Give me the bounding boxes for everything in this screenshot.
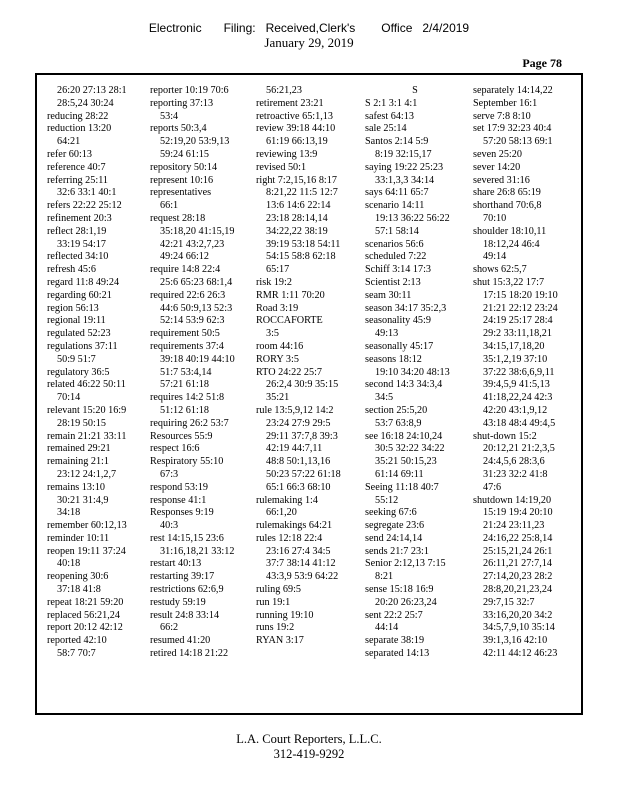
index-entry: reporting 37:13 — [150, 97, 214, 109]
index-entry: 53:4 — [160, 110, 179, 122]
index-entry: 43:3,9 53:9 64:22 — [266, 571, 339, 583]
index-entry: repository 50:14 — [150, 161, 218, 173]
index-entry: retired 14:18 21:22 — [150, 648, 229, 660]
index-entry: remember 60:12,13 — [47, 520, 127, 532]
index-entry: refers 22:22 25:12 — [47, 200, 122, 212]
index-entry: RTO 24:22 25:7 — [256, 366, 322, 378]
index-entry: represent 10:16 — [150, 174, 214, 186]
index-entry: 66:1,20 — [266, 507, 297, 519]
index-entry: regarding 60:21 — [47, 289, 112, 301]
index-entry: seasonality 45:9 — [365, 315, 431, 327]
index-entry: related 46:22 50:11 — [47, 379, 126, 391]
index-entry: September 16:1 — [473, 97, 538, 109]
index-entry: restudy 59:19 — [150, 596, 206, 608]
index-entry: ruling 69:5 — [256, 584, 301, 596]
index-entry: relevant 15:20 16:9 — [47, 404, 127, 416]
index-entry: 24:4,5,6 28:3,6 — [483, 456, 545, 468]
index-column-2 — [150, 85, 250, 661]
page-number: Page 78 — [522, 56, 562, 70]
index-column-3 — [256, 85, 356, 648]
index-entry: 35:1,2,19 37:10 — [483, 353, 548, 365]
index-entry: 8:19 32:15,17 — [375, 148, 432, 160]
index-entry: 17:15 18:20 19:10 — [483, 289, 558, 301]
index-entry: 57:20 58:13 69:1 — [483, 136, 553, 148]
index-entry: scenario 14:11 — [365, 200, 425, 212]
reporter-company: L.A. Court Reporters, L.L.C. — [236, 732, 382, 746]
index-entry: requirements 37:4 — [150, 340, 224, 352]
index-entry: representatives — [150, 187, 212, 199]
index-entry: room 44:16 — [256, 340, 304, 352]
index-entry: 49:14 — [483, 251, 507, 263]
index-entry: 54:15 58:8 62:18 — [266, 251, 336, 263]
index-entry: refinement 20:3 — [47, 212, 112, 224]
index-entry: seven 25:20 — [473, 148, 522, 160]
index-entry: 53:7 63:8,9 — [375, 417, 422, 429]
index-entry: rulemaking 1:4 — [256, 494, 318, 506]
index-entry: sent 22:2 25:7 — [365, 609, 423, 621]
index-entry: 64:21 — [57, 136, 81, 148]
index-entry: rest 14:15,15 23:6 — [150, 532, 224, 544]
index-entry: 31:16,18,21 33:12 — [160, 545, 235, 557]
index-entry: 35:21 50:15,23 — [375, 456, 437, 468]
index-entry: sever 14:20 — [473, 161, 521, 173]
index-entry: retroactive 65:1,13 — [256, 110, 333, 122]
index-entry: 19:13 36:22 56:22 — [375, 212, 450, 224]
index-entry: 51:12 61:18 — [160, 404, 209, 416]
stamp-electronic: Electronic — [148, 21, 202, 35]
reporter-phone: 312-419-9292 — [273, 747, 345, 761]
index-entry: safest 64:13 — [365, 110, 414, 122]
index-entry: 42:21 43:2,7,23 — [160, 238, 225, 250]
index-entry: season 34:17 35:2,3 — [365, 302, 447, 314]
index-column-1 — [47, 85, 147, 661]
index-entry: separated 14:13 — [365, 648, 430, 660]
index-entry: 20:12,21 21:2,3,5 — [483, 443, 555, 455]
index-entry: 43:18 48:4 49:4,5 — [483, 417, 556, 429]
index-entry: respect 16:6 — [150, 443, 200, 455]
index-entry: 66:2 — [160, 622, 179, 634]
index-entry: requiring 26:2 53:7 — [150, 417, 229, 429]
index-entry: says 64:11 65:7 — [365, 187, 429, 199]
index-entry: 29:2 33:11,18,21 — [483, 328, 552, 340]
index-entry: 37:22 38:6,6,9,11 — [483, 366, 555, 378]
index-entry: risk 19:2 — [256, 276, 292, 288]
index-entry: 57:1 58:14 — [375, 225, 419, 237]
reporter-footer — [0, 732, 618, 762]
index-entry: 48:8 50:1,13,16 — [266, 456, 331, 468]
index-entry: Santos 2:14 5:9 — [365, 136, 429, 148]
index-entry: reopening 30:6 — [47, 571, 109, 583]
index-entry: 56:21,23 — [266, 85, 302, 96]
index-entry: 34:18 — [57, 507, 81, 519]
index-entry: shutdown 14:19,20 — [473, 494, 552, 506]
index-entry: 35:18,20 41:15,19 — [160, 225, 235, 237]
index-entry: run 19:1 — [256, 596, 291, 608]
index-entry: retirement 23:21 — [256, 97, 324, 109]
index-entry: 8:21 — [375, 571, 394, 583]
index-entry: regulations 37:11 — [47, 340, 118, 352]
index-entry: reopen 19:11 37:24 — [47, 545, 126, 557]
index-entry: 49:24 66:12 — [160, 251, 209, 263]
index-entry: reduction 13:20 — [47, 123, 112, 135]
index-entry: 55:12 — [375, 494, 399, 506]
index-entry: running 19:10 — [256, 609, 314, 621]
index-entry: seasonally 45:17 — [365, 340, 434, 352]
stamp-filing: Filing: — [223, 21, 256, 35]
index-entry: 67:3 — [160, 468, 179, 480]
index-entry: replaced 56:21,24 — [47, 609, 120, 621]
index-entry: 33:1,3,3 34:14 — [375, 174, 435, 186]
index-entry: revised 50:1 — [256, 161, 307, 173]
index-entry: 24:19 25:17 28:4 — [483, 315, 553, 327]
index-entry: reporter 10:19 70:6 — [150, 85, 229, 96]
index-entry: 24:16,22 25:8,14 — [483, 532, 553, 544]
index-entry: 57:21 61:18 — [160, 379, 209, 391]
index-entry: 23:16 27:4 34:5 — [266, 545, 331, 557]
section-letter-heading: S — [412, 85, 418, 96]
index-entry: RMR 1:11 70:20 — [256, 289, 325, 301]
index-entry: 34:5 — [375, 392, 394, 404]
index-entry: 58:7 70:7 — [57, 648, 96, 660]
index-entry: 20:20 26:23,24 — [375, 596, 437, 608]
index-entry: 28:8,20,21,23,24 — [483, 584, 553, 596]
index-entry: reflect 28:1,19 — [47, 225, 107, 237]
index-entry: 33:16,20,20 34:2 — [483, 609, 553, 621]
index-entry: 51:7 53:4,14 — [160, 366, 212, 378]
index-entry: seam 30:11 — [365, 289, 412, 301]
index-entry: 49:13 — [375, 328, 399, 340]
index-entry: requires 14:2 51:8 — [150, 392, 225, 404]
index-entry: shoulder 18:10,11 — [473, 225, 547, 237]
index-entry: report 20:12 42:12 — [47, 622, 123, 634]
index-entry: 40:18 — [57, 558, 81, 570]
index-entry: 70:10 — [483, 212, 507, 224]
index-entry: serve 7:8 8:10 — [473, 110, 531, 122]
index-entry: 27:14,20,23 28:2 — [483, 571, 553, 583]
index-entry: sale 25:14 — [365, 123, 407, 135]
index-entry: response 41:1 — [150, 494, 207, 506]
index-entry: scheduled 7:22 — [365, 251, 427, 263]
index-entry: set 17:9 32:23 40:4 — [473, 123, 552, 135]
index-entry: Road 3:19 — [256, 302, 299, 314]
index-entry: refer 60:13 — [47, 148, 92, 160]
index-entry: Resources 55:9 — [150, 430, 213, 442]
stamp-received: Received,Clerk's — [265, 21, 356, 35]
index-entry: require 14:8 22:4 — [150, 264, 221, 276]
index-entry: right 7:2,15,16 8:17 — [256, 174, 337, 186]
index-entry: 28:19 50:15 — [57, 417, 106, 429]
index-entry: 21:21 22:12 23:24 — [483, 302, 558, 314]
index-entry: S 2:1 3:1 4:1 — [365, 97, 418, 109]
index-entry: shows 62:5,7 — [473, 264, 527, 276]
index-entry: second 14:3 34:3,4 — [365, 379, 443, 391]
index-entry: 26:11,21 27:7,14 — [483, 558, 552, 570]
index-entry: regulated 52:23 — [47, 328, 111, 340]
index-entry: rulemakings 64:21 — [256, 520, 333, 532]
index-entry: 39:19 53:18 54:11 — [266, 238, 341, 250]
index-entry: 25:15,21,24 26:1 — [483, 545, 553, 557]
stamp-office: Office — [381, 21, 413, 35]
index-column-4 — [365, 85, 465, 661]
index-entry: segregate 23:6 — [365, 520, 425, 532]
index-entry: shut-down 15:2 — [473, 430, 537, 442]
index-entry: 34:22,22 38:19 — [266, 225, 328, 237]
index-entry: refresh 45:6 — [47, 264, 96, 276]
index-entry: Schiff 3:14 17:3 — [365, 264, 432, 276]
index-entry: reported 42:10 — [47, 635, 107, 647]
index-entry: 34:5,7,9,10 35:14 — [483, 622, 555, 634]
index-entry: sense 15:18 16:9 — [365, 584, 434, 596]
index-entry: reflected 34:10 — [47, 251, 109, 263]
index-entry: review 39:18 44:10 — [256, 123, 336, 135]
index-entry: 28:5,24 30:24 — [57, 97, 114, 109]
index-entry: ROCCAFORTE — [256, 315, 323, 327]
index-entry: resumed 41:20 — [150, 635, 211, 647]
index-entry: remain 21:21 33:11 — [47, 430, 127, 442]
index-entry: 65:1 66:3 68:10 — [266, 481, 331, 493]
index-entry: 25:6 65:23 68:1,4 — [160, 276, 233, 288]
index-entry: Senior 2:12,13 7:15 — [365, 558, 446, 570]
index-entry: share 26:8 65:19 — [473, 187, 541, 199]
index-entry: 70:14 — [57, 392, 81, 404]
index-entry: send 24:14,14 — [365, 532, 423, 544]
index-entry: 66:1 — [160, 200, 179, 212]
index-entry: respond 53:19 — [150, 481, 209, 493]
index-entry: reviewing 13:9 — [256, 148, 318, 160]
index-entry: restart 40:13 — [150, 558, 202, 570]
index-entry: RORY 3:5 — [256, 353, 299, 365]
index-entry: Respiratory 55:10 — [150, 456, 224, 468]
index-entry: 59:24 61:15 — [160, 148, 209, 160]
index-entry: shut 15:3,22 17:7 — [473, 276, 545, 288]
index-entry: severed 31:16 — [473, 174, 530, 186]
index-entry: 61:14 69:11 — [375, 468, 424, 480]
index-entry: 21:24 23:11,23 — [483, 520, 545, 532]
index-entry: 18:12,24 46:4 — [483, 238, 540, 250]
index-entry: 47:6 — [483, 481, 502, 493]
index-entry: 8:21,22 11:5 12:7 — [266, 187, 338, 199]
index-entry: 52:19,20 53:9,13 — [160, 136, 230, 148]
index-entry: saying 19:22 25:23 — [365, 161, 444, 173]
index-entry: section 25:5,20 — [365, 404, 428, 416]
index-entry: 44:6 50:9,13 52:3 — [160, 302, 233, 314]
index-entry: reminder 10:11 — [47, 532, 110, 544]
index-entry: 42:11 44:12 46:23 — [483, 648, 558, 660]
index-entry: 40:3 — [160, 520, 179, 532]
electronic-filing-stamp — [0, 21, 618, 35]
index-entry: 26:20 27:13 28:1 — [57, 85, 127, 96]
index-entry: rule 13:5,9,12 14:2 — [256, 404, 334, 416]
index-entry: restrictions 62:6,9 — [150, 584, 224, 596]
index-entry: restarting 39:17 — [150, 571, 215, 583]
index-entry: sends 21:7 23:1 — [365, 545, 429, 557]
index-entry: 23:12 24:1,2,7 — [57, 468, 117, 480]
index-entry: 33:19 54:17 — [57, 238, 106, 250]
index-entry: Responses 9:19 — [150, 507, 214, 519]
index-entry: 30:5 32:22 34:22 — [375, 443, 445, 455]
index-entry: 39:1,3,16 42:10 — [483, 635, 548, 647]
index-entry: 19:10 34:20 48:13 — [375, 366, 450, 378]
index-entry: 52:14 53:9 62:3 — [160, 315, 225, 327]
index-entry: 37:18 41:8 — [57, 584, 101, 596]
index-entry: 34:15,17,18,20 — [483, 340, 545, 352]
index-entry: separate 38:19 — [365, 635, 425, 647]
index-entry: 23:18 28:14,14 — [266, 212, 328, 224]
index-entry: regional 19:11 — [47, 315, 106, 327]
filed-date: January 29, 2019 — [264, 35, 354, 50]
index-entry: 35:21 — [266, 392, 290, 404]
index-entry: repeat 18:21 59:20 — [47, 596, 124, 608]
index-entry: result 24:8 33:14 — [150, 609, 220, 621]
index-entry: 65:17 — [266, 264, 290, 276]
index-entry: see 16:18 24:10,24 — [365, 430, 443, 442]
index-entry: regard 11:8 49:24 — [47, 276, 120, 288]
index-entry: referring 25:11 — [47, 174, 109, 186]
index-entry: Seeing 11:18 40:7 — [365, 481, 439, 493]
index-entry: 42:20 43:1,9,12 — [483, 404, 548, 416]
index-entry: remained 29:21 — [47, 443, 111, 455]
index-entry: 31:23 32:2 41:8 — [483, 468, 548, 480]
stamp-date: 2/4/2019 — [422, 21, 470, 35]
index-entry: required 22:6 26:3 — [150, 289, 226, 301]
index-column-5 — [473, 85, 573, 661]
index-entry: region 56:13 — [47, 302, 99, 314]
index-entry: shorthand 70:6,8 — [473, 200, 542, 212]
index-entry: 41:18,22,24 42:3 — [483, 392, 553, 404]
index-entry: 44:14 — [375, 622, 399, 634]
index-entry: 32:6 33:1 40:1 — [57, 187, 117, 199]
index-entry: Scientist 2:13 — [365, 276, 421, 288]
index-entry: 50:9 51:7 — [57, 353, 96, 365]
index-entry: reducing 28:22 — [47, 110, 109, 122]
index-entry: 26:2,4 30:9 35:15 — [266, 379, 339, 391]
index-entry: 37:7 38:14 41:12 — [266, 558, 336, 570]
index-entry: separately 14:14,22 — [473, 85, 553, 96]
index-entry: 23:24 27:9 29:5 — [266, 417, 331, 429]
index-entry: rules 12:18 22:4 — [256, 532, 323, 544]
index-entry: request 28:18 — [150, 212, 206, 224]
index-entry: 29:7,15 32:7 — [483, 596, 535, 608]
index-entry: regulatory 36:5 — [47, 366, 110, 378]
index-entry: 30:21 31:4,9 — [57, 494, 109, 506]
index-entry: 50:23 57:22 61:18 — [266, 468, 341, 480]
index-entry: reports 50:3,4 — [150, 123, 207, 135]
index-entry: 42:19 44:7,11 — [266, 443, 323, 455]
index-entry: seeking 67:6 — [365, 507, 417, 519]
index-entry: remains 13:10 — [47, 481, 106, 493]
index-entry: scenarios 56:6 — [365, 238, 424, 250]
index-entry: runs 19:2 — [256, 622, 295, 634]
index-entry: requirement 50:5 — [150, 328, 220, 340]
index-entry: RYAN 3:17 — [256, 635, 304, 647]
word-index-frame — [35, 73, 583, 715]
index-entry: 13:6 14:6 22:14 — [266, 200, 331, 212]
index-entry: 15:19 19:4 20:10 — [483, 507, 553, 519]
index-entry: 39:18 40:19 44:10 — [160, 353, 235, 365]
index-entry: reference 40:7 — [47, 161, 106, 173]
index-entry: 61:19 66:13,19 — [266, 136, 328, 148]
index-entry: seasons 18:12 — [365, 353, 422, 365]
index-entry: remaining 21:1 — [47, 456, 109, 468]
index-entry: 29:11 37:7,8 39:3 — [266, 430, 338, 442]
index-entry: 39:4,5,9 41:5,13 — [483, 379, 550, 391]
index-entry: 3:5 — [266, 328, 280, 340]
